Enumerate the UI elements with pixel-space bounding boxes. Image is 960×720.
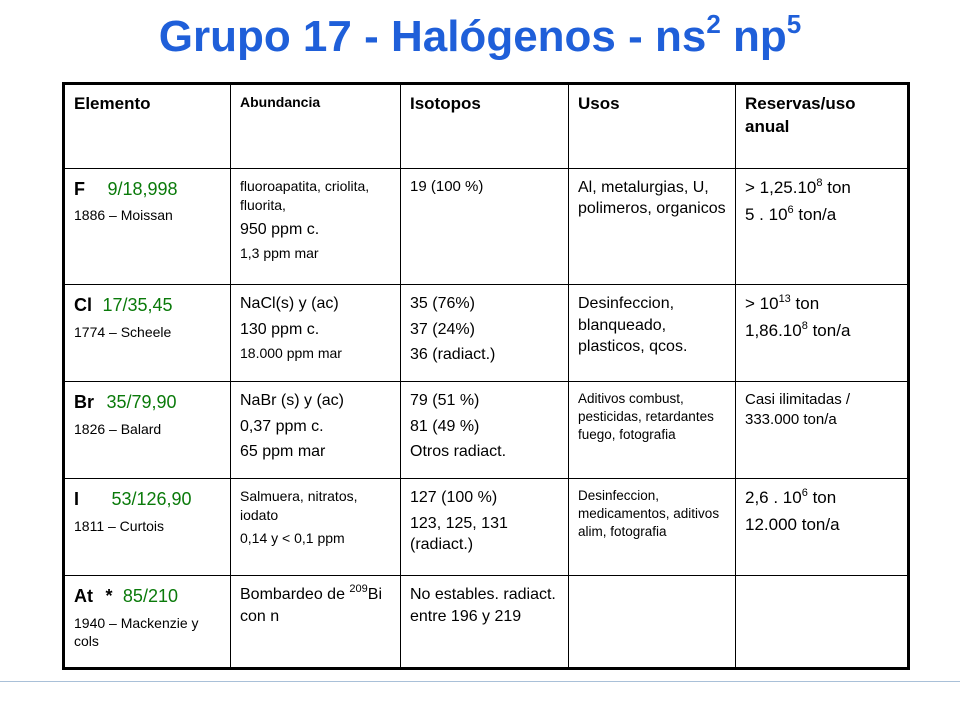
atomic-number-weight: 35/79,90 [106,392,177,413]
isotope-line: 37 (24%) [410,320,475,338]
discovery: 1774 – Scheele [74,323,172,340]
header-row [64,84,909,169]
header-isotopos: Isotopos [401,84,569,169]
isotopes-cell [401,479,569,576]
abundance-cell [231,479,401,576]
uses-cell: Al, metalurgias, U, polimeros, organicos [569,168,736,284]
header-usos: Usos [569,84,736,169]
uses-cell: Desinfeccion, medicamentos, aditivos alim, fotografia [569,479,736,576]
element-cell [64,285,231,382]
reserve-line: 2,6 . $10^6$ ton [745,487,837,508]
atomic-number-weight: 53/126,90 [111,489,192,510]
reserve-line: > $10^{13}$ ton [745,293,820,314]
abundance-line: NaCl(s) y (ac) [240,295,339,313]
abundance-line: 0,14 y < 0,1 ppm [240,529,345,546]
element-symbol: Br [74,392,95,413]
table-row [64,479,909,576]
header-abundancia: Abundancia [231,84,401,169]
atomic-number-weight: 17/35,45 [102,295,173,316]
abundance-line: fluoroapatita, criolita, fluorita, [240,177,370,213]
isotope-line: 36 (radiact.) [410,346,496,364]
abundance-line: NaBr (s) y (ac) [240,392,344,410]
atomic-number-weight: 85/210 [122,586,178,606]
element-cell [64,576,231,669]
isotope-line: Otros radiact. [410,443,507,461]
uses-cell: Desinfeccion, blanqueado, plasticos, qcos. [569,285,736,382]
abundance-line: 130 ppm c. [240,320,320,338]
isotopes-cell [401,285,569,382]
table-row [64,382,909,479]
reserves-cell [736,285,909,382]
abundance-line: 18.000 ppm mar [240,345,342,362]
isotope-line: 123, 125, 131 (radiact.) [410,514,508,554]
isotope-line: 35 (76%) [410,295,475,313]
reserve-line: > $1,25.10^8$ ton [745,176,851,197]
abundance-cell [231,168,401,284]
header-elemento: Elemento [64,84,231,169]
abundance-cell [231,382,401,479]
reserves-cell [736,479,909,576]
header-reservas: Reservas/uso anual [736,84,909,169]
reserve-line: 12.000 ton/a [745,514,840,534]
element-cell [64,382,231,479]
reserves-cell: Casi ilimitadas / 333.000 ton/a [736,382,909,479]
table-row [64,168,909,284]
reserve-line: 5 . $10^6$ ton/a [745,203,837,224]
bottom-rule [0,681,960,682]
reserve-line: 1,86.10$^8$ ton/a [745,319,851,340]
element-symbol: At [74,586,93,606]
element-symbol: I [74,489,80,510]
uses-cell [569,576,736,669]
reserves-cell [736,576,909,669]
uses-cell: Aditivos combust, pesticidas, retardantes fuego, fotografia [569,382,736,479]
discovery: 1886 – Moissan [74,207,173,224]
element-cell [64,168,231,284]
reserves-cell [736,168,909,284]
element-cell [64,479,231,576]
isotopes-cell [401,168,569,284]
discovery: 1826 – Balard [74,420,162,437]
abundance-line: 65 ppm mar [240,443,326,461]
abundance-line: Salmuera, nitratos, iodato [240,488,358,523]
element-symbol: Cl [74,295,92,316]
isotope-line: 19 (100 %) [410,177,484,195]
slide-title: Grupo 17 - Halógenos - $ns^2$ $np^5$ [158,9,802,61]
element-symbol: F [74,178,85,199]
atomic-number-weight: 9/18,998 [107,178,178,199]
isotopes-cell [401,382,569,479]
abundance-cell: Bombardeo de $^{209}$Bi con n [231,576,401,669]
radioactive-star: * [105,586,113,606]
isotope-line: 81 (49 %) [410,417,480,435]
discovery: 1940 – Mackenzie y cols [74,614,199,650]
abundance-line: 950 ppm c. [240,220,320,238]
isotope-line: 127 (100 %) [410,489,498,507]
isotope-line: 79 (51 %) [410,392,480,410]
abundance-cell [231,285,401,382]
isotopes-cell: No estables. radiact. entre 196 y 219 [401,576,569,669]
abundance-line: 0,37 ppm c. [240,417,324,435]
table-row [64,576,909,669]
table-row [64,285,909,382]
halogens-table [62,82,910,670]
abundance-line: 1,3 ppm mar [240,245,319,262]
discovery: 1811 – Curtois [74,517,165,534]
